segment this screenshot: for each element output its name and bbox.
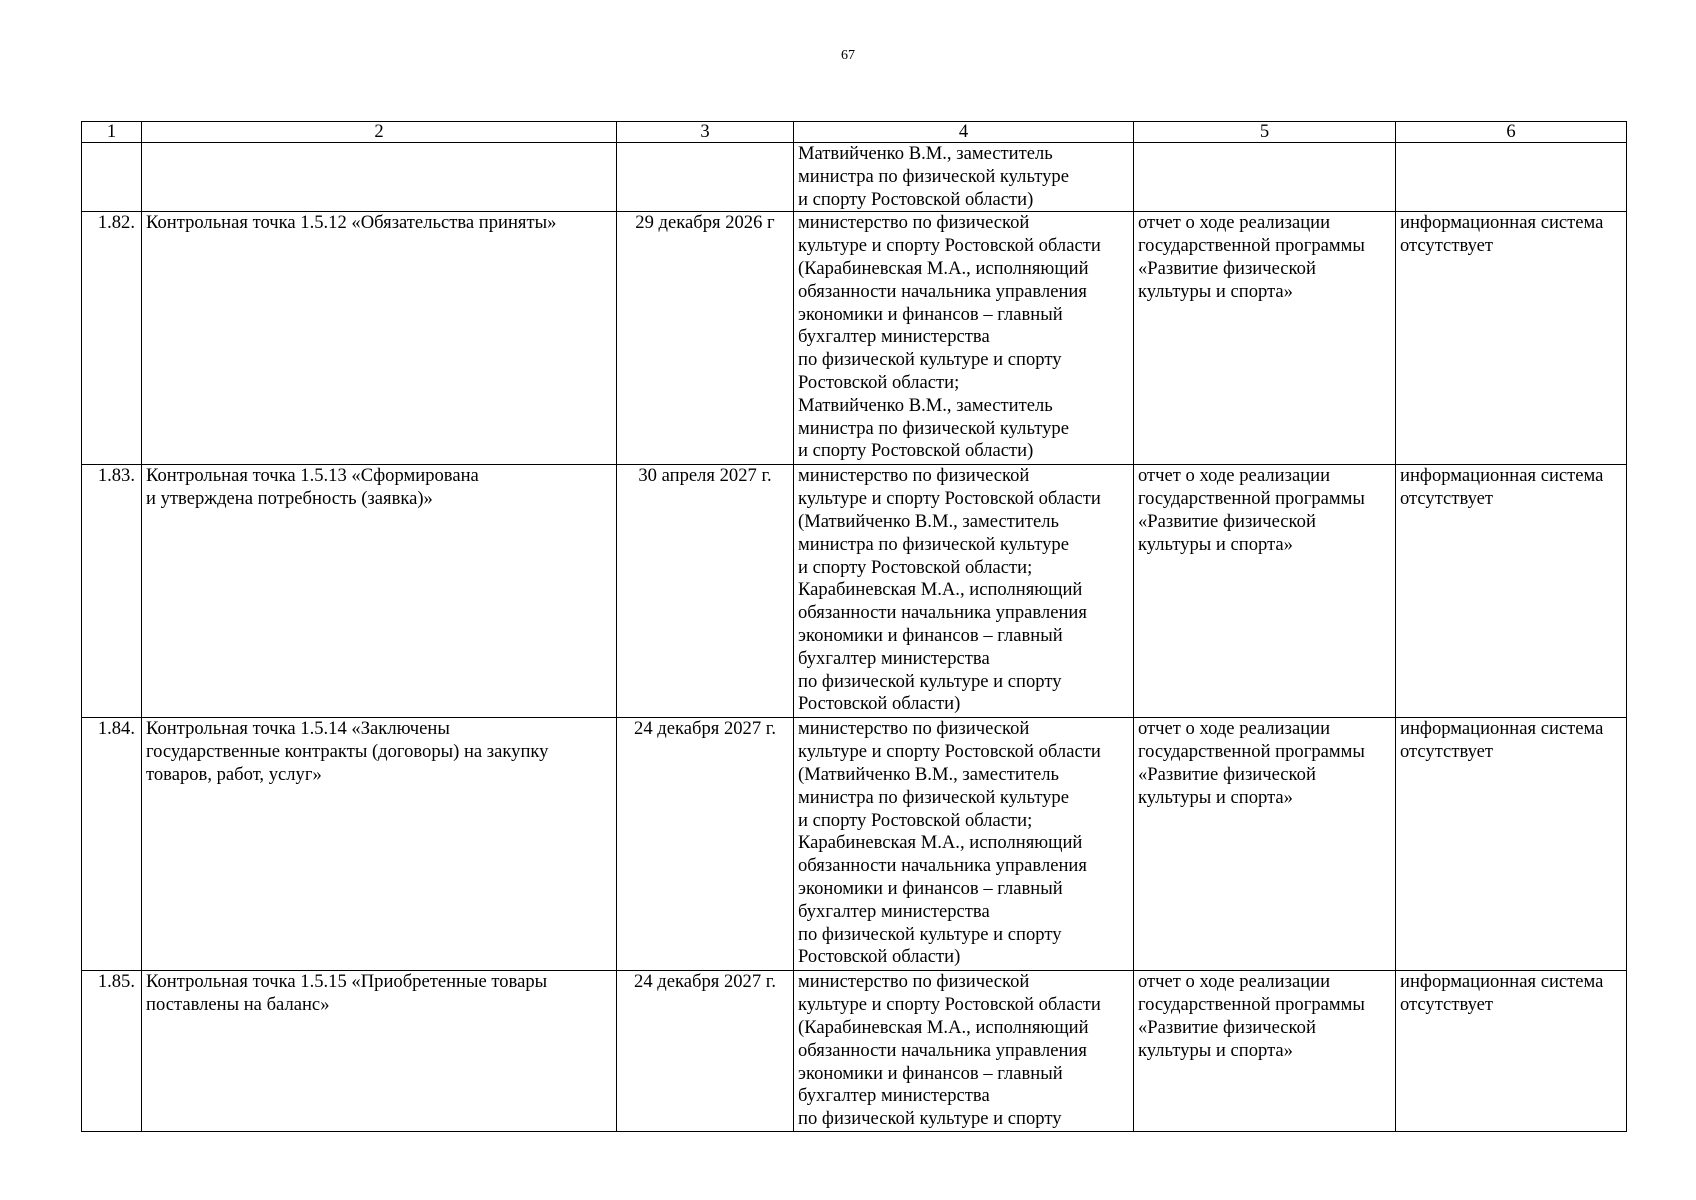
row-responsible: министерство по физической культуре и спорту Ростовской области (Матвийченко В.М., заместитель министра по физической культуре и спорту Ростовской области; Карабиневская М.А., исполняющий обязанности начальника управления экономики и финансов – главный бухгалтер министерства по физической культуре и спорту Ростовской области) [794, 465, 1134, 718]
table-row [82, 212, 1627, 465]
row-responsible: министерство по физической культуре и спорту Ростовской области (Карабиневская М.А., исполняющий обязанности начальника управления экономики и финансов – главный бухгалтер министерства по физической культуре и спорту [794, 971, 1134, 1132]
row-number [82, 143, 142, 212]
row-number: 1.82. [82, 212, 142, 465]
row-document [1134, 143, 1396, 212]
row-document: отчет о ходе реализации государственной программы «Развитие физической культуры и спорта» [1134, 718, 1396, 971]
row-system [1396, 143, 1627, 212]
row-name: Контрольная точка 1.5.12 «Обязательства приняты» [142, 212, 617, 465]
column-header: 3 [617, 122, 794, 143]
page-number: 67 [841, 48, 855, 63]
row-document: отчет о ходе реализации государственной программы «Развитие физической культуры и спорта» [1134, 465, 1396, 718]
row-name: Контрольная точка 1.5.14 «Заключены государственные контракты (договоры) на закупку товаров, работ, услуг» [142, 718, 617, 971]
table-row [82, 465, 1627, 718]
row-system: информационная система отсутствует [1396, 718, 1627, 971]
table-row [82, 971, 1627, 1132]
row-responsible: министерство по физической культуре и спорту Ростовской области (Матвийченко В.М., заместитель министра по физической культуре и спорту Ростовской области; Карабиневская М.А., исполняющий обязанности начальника управления экономики и финансов – главный бухгалтер министерства по физической культуре и спорту Ростовской области) [794, 718, 1134, 971]
row-date: 24 декабря 2027 г. [617, 971, 794, 1132]
row-responsible: министерство по физической культуре и спорту Ростовской области (Карабиневская М.А., исполняющий обязанности начальника управления экономики и финансов – главный бухгалтер министерства по физической культуре и спорту Ростовской области; Матвийченко В.М., заместитель министра по физической культуре и спорту Ростовской области) [794, 212, 1134, 465]
row-number: 1.83. [82, 465, 142, 718]
row-date: 24 декабря 2027 г. [617, 718, 794, 971]
row-number: 1.85. [82, 971, 142, 1132]
column-header: 5 [1134, 122, 1396, 143]
row-date [617, 143, 794, 212]
control-points-table [81, 121, 1627, 1132]
table-header-row [82, 122, 1627, 143]
row-system: информационная система отсутствует [1396, 212, 1627, 465]
column-header: 2 [142, 122, 617, 143]
row-number: 1.84. [82, 718, 142, 971]
row-name: Контрольная точка 1.5.15 «Приобретенные товары поставлены на баланс» [142, 971, 617, 1132]
row-date: 30 апреля 2027 г. [617, 465, 794, 718]
table-row [82, 143, 1627, 212]
column-header: 6 [1396, 122, 1627, 143]
row-system: информационная система отсутствует [1396, 971, 1627, 1132]
column-header: 1 [82, 122, 142, 143]
row-responsible: Матвийченко В.М., заместитель министра по физической культуре и спорту Ростовской области) [794, 143, 1134, 212]
row-name [142, 143, 617, 212]
row-document: отчет о ходе реализации государственной программы «Развитие физической культуры и спорта» [1134, 212, 1396, 465]
column-header: 4 [794, 122, 1134, 143]
table-row [82, 718, 1627, 971]
row-name: Контрольная точка 1.5.13 «Сформирована и утверждена потребность (заявка)» [142, 465, 617, 718]
row-date: 29 декабря 2026 г [617, 212, 794, 465]
row-document: отчет о ходе реализации государственной программы «Развитие физической культуры и спорта» [1134, 971, 1396, 1132]
row-system: информационная система отсутствует [1396, 465, 1627, 718]
